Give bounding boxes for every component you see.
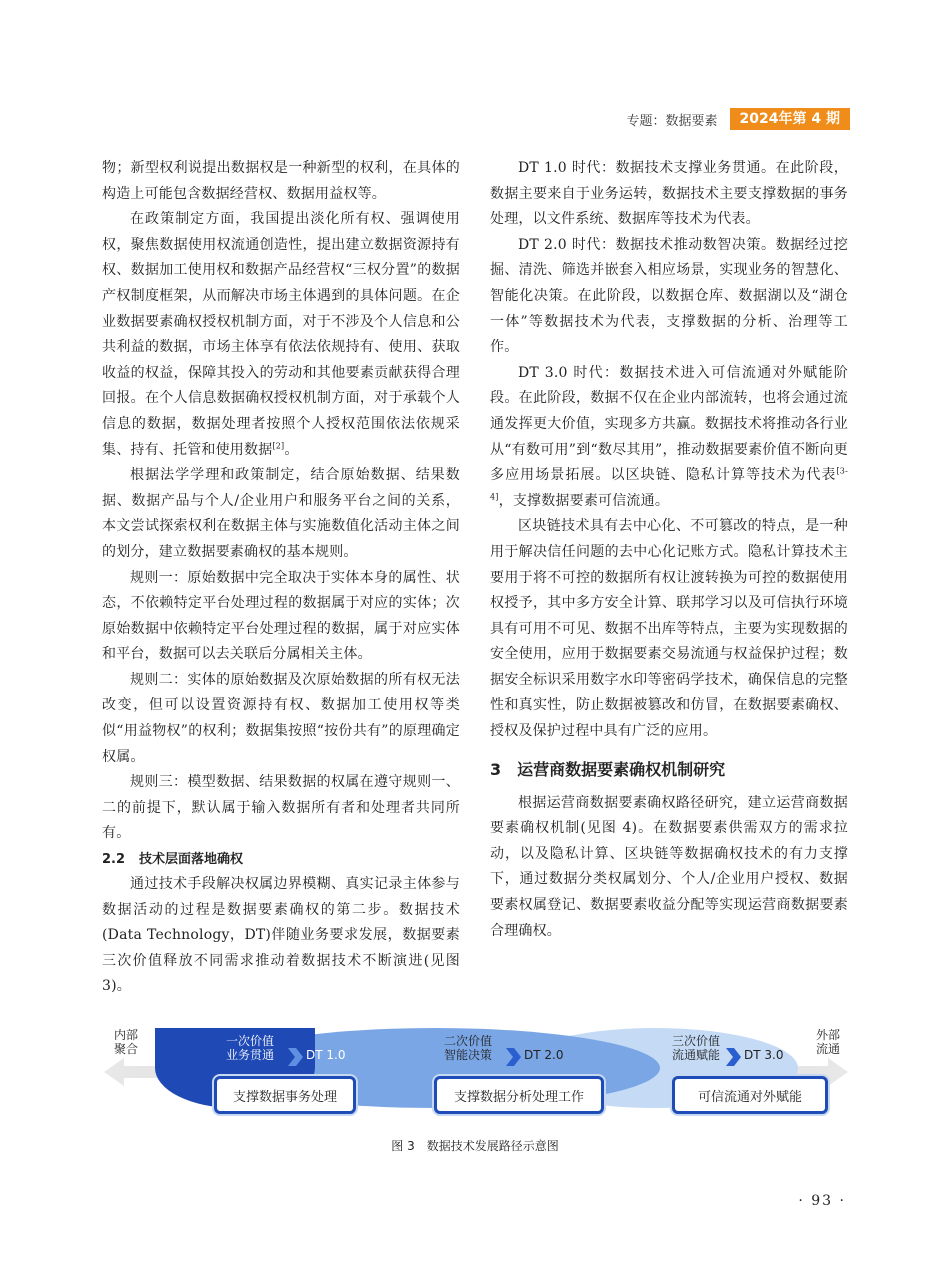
figure-caption-text: 数据技术发展路径示意图 — [426, 1139, 559, 1153]
paragraph — [490, 514, 848, 744]
section-title: 运营商数据要素确权机制研究 — [517, 759, 726, 779]
header-issue-badge: 2024年第 4 期 — [730, 108, 850, 130]
section-title: 技术层面落地确权 — [139, 852, 244, 868]
section-number: 2.2 — [102, 852, 126, 868]
section-number: 3 — [490, 759, 502, 779]
paragraph — [490, 791, 848, 945]
stage-3-name: 流通赋能 — [672, 1048, 721, 1062]
paragraph-text: 规则二：实体的原始数据及次原始数据的所有权无法改变，但可以设置资源持有权、数据加工使用权等类似“用益物权”的权利；数据集按照“按份共有”的原理确定权属。 — [102, 671, 460, 765]
stage-1-name: 业务贯通 — [226, 1048, 275, 1062]
paragraph-text: 区块链技术具有去中心化、不可篡改的特点，是一种用于解决信任问题的去中心化记账方式。隐私计算技术主要用于将不可控的数据所有权让渡转换为可控的数据使用权授予，其中多方安全计算、联邦学习以及可信执行环境具有可用不可见、数据不出库等特点，主要为实现数据的安全使用，应用于数据要素交易流通与权益保护过程；数据安全标识采用数字水印等密码学技术，确保信息的完整性和真实性，防止数据被篡改和仿冒，在数据要素确权、授权及保护过程中具有广泛的应用。 — [490, 518, 848, 740]
header-topic: 专题：数据要素 — [626, 113, 718, 129]
left-end-label: 内部 聚合 — [114, 1028, 139, 1056]
stage-3-dt: DT 3.0 — [744, 1048, 784, 1062]
paragraph-text: DT 1.0 时代：数据技术支撑业务贯通。在此阶段，数据主要来自于业务运转，数据技术主要支撑数据的事务处理，以文件系统、数据库等技术为代表。 — [490, 160, 848, 228]
stage-1-value: 一次价值 — [226, 1034, 275, 1048]
page-header — [627, 108, 850, 130]
figure-caption — [0, 1137, 950, 1154]
citation-ref: [2] — [272, 440, 285, 450]
section-heading — [102, 847, 460, 872]
paragraph — [490, 361, 848, 515]
section-heading — [490, 755, 848, 785]
paragraph-text: 根据法学学理和政策制定，结合原始数据、结果数据、数据产品与个人/企业用户和服务平台之间的关系，本文尝试探索权利在数据主体与实施数值化活动主体之间的划分，建立数据要素确权的基本规则。 — [102, 467, 460, 560]
paragraph — [102, 156, 460, 207]
paragraph — [102, 668, 460, 770]
stage-2-value: 二次价值 — [444, 1034, 493, 1048]
stage-3-value: 三次价值 — [672, 1034, 721, 1048]
paragraph-tail: 。 — [284, 441, 299, 458]
stage-2-name: 智能决策 — [444, 1048, 493, 1062]
paragraph — [102, 207, 460, 463]
paragraph — [490, 233, 848, 361]
paragraph-text: 规则三：模型数据、结果数据的权属在遵守规则一、二的前提下，默认属于输入数据所有者和处理者共同所有。 — [102, 774, 460, 842]
paragraph-text: DT 2.0 时代：数据技术推动数智决策。数据经过挖掘、清洗、筛选并嵌套入相应场景，实现业务的智慧化、智能化决策。在此阶段，以数据仓库、数据湖以及“湖仓一体”等数据技术为代表，支撑数据的分析、治理等工作。 — [490, 236, 848, 356]
paragraph-tail: ，支撑数据要素可信流通。 — [498, 492, 670, 509]
stage-1-box: 支撑数据事务处理 — [214, 1076, 356, 1114]
paragraph-text: 在政策制定方面，我国提出淡化所有权、强调使用权，聚焦数据使用权流通创造性，提出建立数据资源持有权、数据加工使用权和数据产品经营权“三权分置”的数据产权制度框架，从而解决市场主体遇到的具体问题。在企业数据要素确权授权机制方面，对于不涉及个人信息和公共利益的数据，市场主体享有依法依规持有、使用、获取收益的权益，保障其投入的劳动和其他要素贡献获得合理回报。在个人信息数据确权授权机制方面，对于承载个人信息的数据，数据处理者按照个人授权范围依法依规采集、持有、托管和使用数据 — [102, 211, 460, 458]
figure-caption-number: 图 3 — [391, 1139, 415, 1153]
paragraph — [102, 770, 460, 847]
figure-3 — [100, 1018, 852, 1128]
paragraph-text: DT 3.0 时代：数据技术进入可信流通对外赋能阶段。在此阶段，数据不仅在企业内部流转，也将会通过流通发挥更大价值，实现多方共赢。数据技术将推动各行业从“有数可用”到“数尽其用”，推动数据要素价值不断向更多应用场景拓展。以区块链、隐私计算等技术为代表 — [490, 364, 848, 484]
paragraph — [102, 872, 460, 1000]
page-number: · 93 · — [798, 1193, 846, 1209]
paragraph-text: 规则一：原始数据中完全取决于实体本身的属性、状态，不依赖特定平台处理过程的数据属于对应的实体；次原始数据中依赖特定平台处理过程的数据，属于对应实体和平台，数据可以去关联后分属相关主体。 — [102, 569, 460, 663]
stage-3-box: 可信流通对外赋能 — [672, 1076, 828, 1114]
paragraph-text: 物；新型权利说提出数据权是一种新型的权利，在具体的构造上可能包含数据经营权、数据用益权等。 — [102, 160, 460, 202]
citation-ref: [3-4] — [490, 466, 848, 502]
paragraph — [102, 566, 460, 668]
stage-1-dt: DT 1.0 — [306, 1048, 346, 1062]
right-end-label: 外部 流通 — [816, 1028, 841, 1056]
stage-2-box: 支撑数据分析处理工作 — [434, 1076, 604, 1114]
paragraph-text: 根据运营商数据要素确权路径研究，建立运营商数据要素确权机制(见图 4)。在数据要素供需双方的需求拉动，以及隐私计算、区块链等数据确权技术的有力支撑下，通过数据分类权属划分、个人/企业用户授权、数据要素权属登记、数据要素收益分配等实现运营商数据要素合理确权。 — [490, 794, 848, 939]
left-column — [102, 156, 460, 1000]
right-column — [490, 156, 848, 944]
paragraph — [490, 156, 848, 233]
stage-2-dt: DT 2.0 — [524, 1048, 564, 1062]
paragraph — [102, 463, 460, 565]
paragraph-text: 通过技术手段解决权属边界模糊、真实记录主体参与数据活动的过程是数据要素确权的第二步。数据技术(Data Technology，DT)伴随业务要求发展，数据要素三次价值释放不同需求推动着数据技术不断演进(见图 3)。 — [102, 876, 460, 995]
